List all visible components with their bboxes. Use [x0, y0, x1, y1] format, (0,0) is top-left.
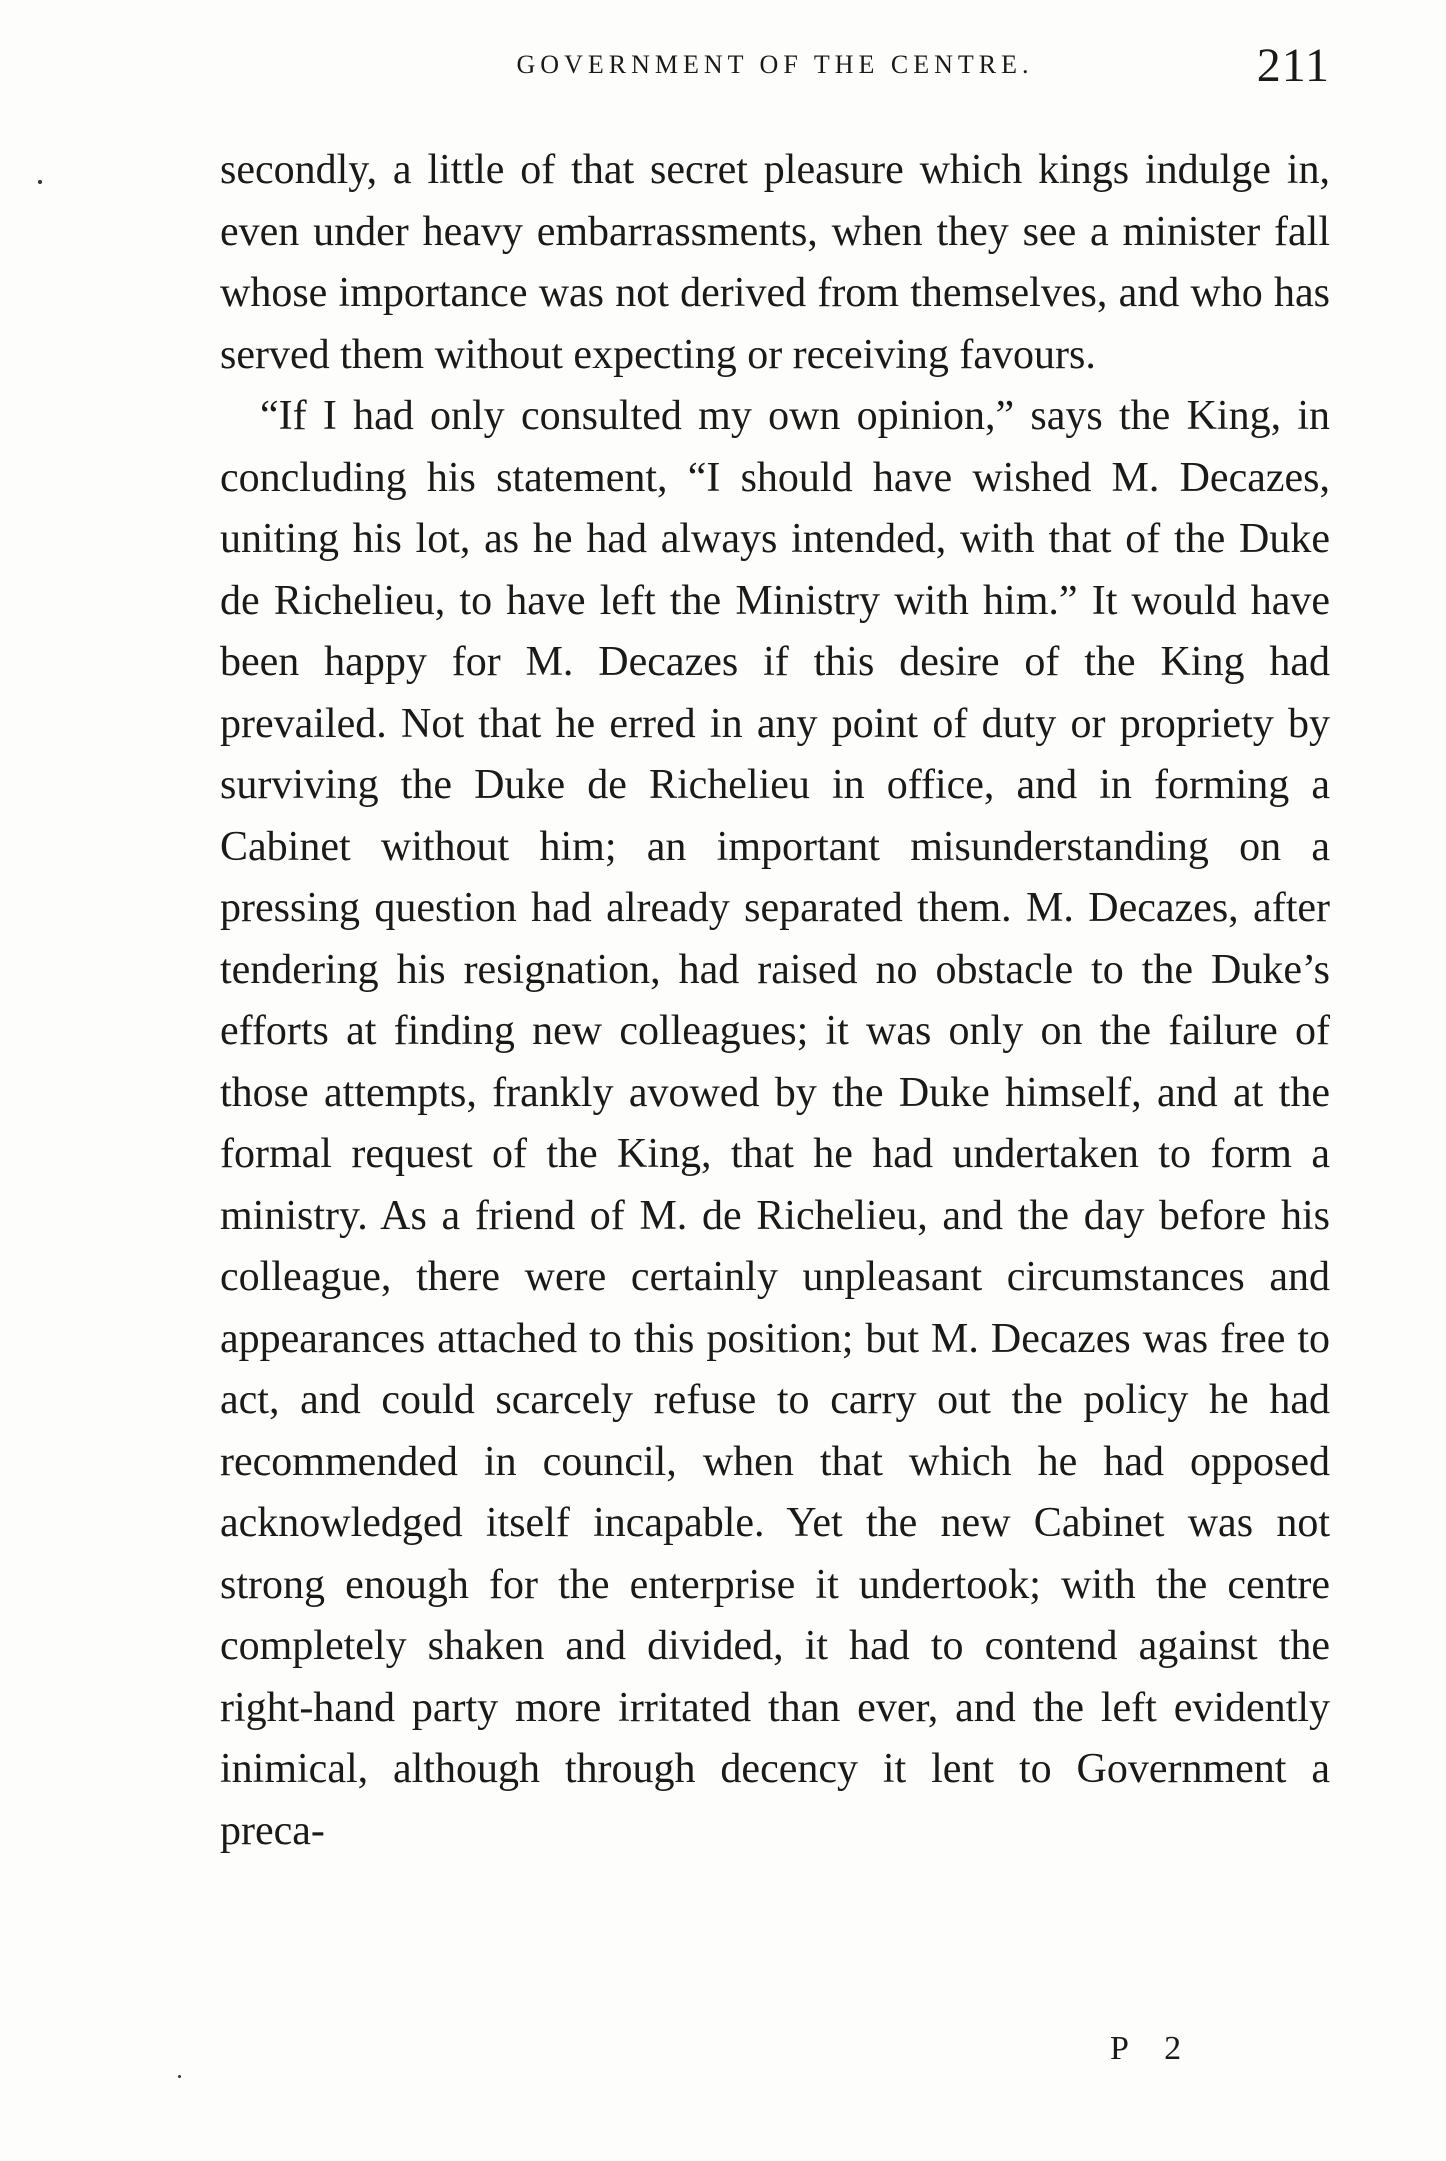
signature-mark: P 2: [1110, 2030, 1196, 2067]
page-number: 211: [1256, 39, 1330, 92]
paragraph-1: secondly, a little of that secret pleasure which kings indulge in, even under heavy embarrassments, when they see a minister fall whose importance was not derived from themselves, and who has served them without expecting or receiving favours.: [220, 147, 1330, 378]
body-text: [220, 140, 1330, 1862]
paragraph-2: “If I had only consulted my own opinion,” says the King, in concluding his statement, “I should have wished M. Decazes, uniting his lot, as he had always intended, with that of the Duke de Richelieu, to have left the Ministry with him.” It would have been happy for M. Decazes if this desire of the King had prevailed. Not that he erred in any point of duty or propriety by surviving the Duke de Richelieu in office, and in forming a Cabinet without him; an important misunderstanding on a pressing question had already separated them. M. Decazes, after tendering his resignation, had raised no obstacle to the Duke’s efforts at finding new colleagues; it was only on the failure of those attempts, frankly avowed by the Duke himself, and at the formal request of the King, that he had undertaken to form a ministry. As a friend of M. de Richelieu, and the day before his colleague, there were certainly unpleasant circumstances and appearances attached to this position; but M. Decazes was free to act, and could scarcely refuse to carry out the policy he had recommended in council, when that which he had opposed acknowledged itself incapable. Yet the new Cabinet was not strong enough for the enterprise it undertook; with the centre completely shaken and divided, it had to contend against the right-hand party more irritated than ever, and the left evidently inimical, although through decency it lent to Government a preca-: [220, 393, 1330, 1854]
running-head: [220, 40, 1330, 100]
running-title: GOVERNMENT OF THE CENTRE.: [516, 50, 1034, 79]
ink-speck: [178, 2075, 181, 2078]
ink-speck: [38, 180, 42, 184]
